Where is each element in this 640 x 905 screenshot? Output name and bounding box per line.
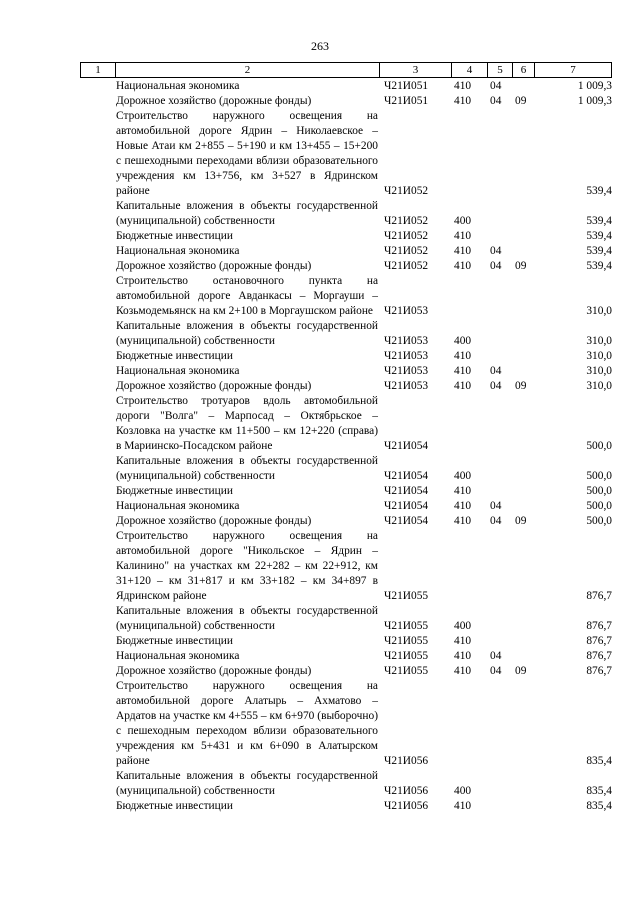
section-cell: 04: [490, 500, 502, 512]
column-header-3: 3: [380, 63, 452, 77]
table-row: [80, 679, 612, 769]
amount-cell: 539,4: [586, 185, 612, 197]
amount-cell: 310,0: [586, 335, 612, 347]
table-row: [80, 394, 612, 454]
section-cell: 04: [490, 665, 502, 677]
expense-group-cell: 400: [454, 470, 472, 482]
table-row: [80, 199, 612, 229]
target-code-cell: Ч21И053: [384, 380, 429, 392]
item-name-cell: Строительство наружного освещения на автомобильной дороге "Никольское – Ядрин – Калинино" на участках км 22+282 – км 22+912, км 31+120 – км 31+817 и км 33+182 – км 34+897 в Ядринском районе: [116, 530, 378, 602]
table-row: [80, 664, 612, 679]
item-name-cell: Дорожное хозяйство (дорожные фонды): [116, 515, 312, 527]
amount-cell: 310,0: [586, 350, 612, 362]
expense-group-cell: 400: [454, 620, 472, 632]
table-row: [80, 364, 612, 379]
amount-cell: 876,7: [586, 665, 612, 677]
target-code-cell: Ч21И052: [384, 260, 429, 272]
section-cell: 04: [490, 515, 502, 527]
table-row: [80, 604, 612, 634]
item-name-cell: Дорожное хозяйство (дорожные фонды): [116, 380, 312, 392]
table-row: [80, 319, 612, 349]
target-code-cell: Ч21И054: [384, 440, 429, 452]
item-name-cell: Капитальные вложения в объекты государственной (муниципальной) собственности: [116, 770, 378, 797]
item-name-cell: Строительство наружного освещения на автомобильной дороге Алатырь – Ахматово – Ардатов на участке км 4+555 – км 6+970 (выборочно) с пешеходным переходом вблизи образовательного учреждения км 5+431 и км 6+090 в Алатырском районе: [116, 680, 378, 767]
target-code-cell: Ч21И053: [384, 335, 429, 347]
expense-group-cell: 410: [454, 650, 472, 662]
table-row: [80, 499, 612, 514]
subsection-cell: 09: [515, 665, 527, 677]
target-code-cell: Ч21И051: [384, 95, 429, 107]
target-code-cell: Ч21И053: [384, 365, 429, 377]
amount-cell: 1 009,3: [577, 95, 612, 107]
section-cell: 04: [490, 650, 502, 662]
amount-cell: 310,0: [586, 365, 612, 377]
item-name-cell: Строительство наружного освещения на автомобильной дороге Ядрин – Николаевское – Новые Атаи км 2+855 – 5+190 и км 13+455 – 15+200 с пешеходными переходами вблизи образовательного учреждения км 13+756, км 3+527 в Ядринском районе: [116, 110, 378, 197]
amount-cell: 539,4: [586, 215, 612, 227]
target-code-cell: Ч21И051: [384, 80, 429, 92]
expense-group-cell: 400: [454, 335, 472, 347]
item-name-cell: Бюджетные инвестиции: [116, 485, 233, 497]
table-row: [80, 259, 612, 274]
expense-group-cell: 400: [454, 215, 472, 227]
section-cell: 04: [490, 80, 502, 92]
item-name-cell: Капитальные вложения в объекты государственной (муниципальной) собственности: [116, 605, 378, 632]
expense-group-cell: 400: [454, 785, 472, 797]
table-row: [80, 94, 612, 109]
table-row: [80, 244, 612, 259]
subsection-cell: 09: [515, 95, 527, 107]
table-row: [80, 274, 612, 319]
target-code-cell: Ч21И052: [384, 245, 429, 257]
expense-group-cell: 410: [454, 95, 472, 107]
section-cell: 04: [490, 95, 502, 107]
expense-group-cell: 410: [454, 635, 472, 647]
amount-cell: 876,7: [586, 620, 612, 632]
expense-group-cell: 410: [454, 485, 472, 497]
amount-cell: 310,0: [586, 380, 612, 392]
table-row: [80, 349, 612, 364]
target-code-cell: Ч21И052: [384, 185, 429, 197]
item-name-cell: Строительство остановочного пункта на автомобильной дороге Авданкасы – Моргауши – Козьмодемьянск на км 2+100 в Моргаушском районе: [116, 275, 378, 317]
expense-group-cell: 410: [454, 245, 472, 257]
expense-group-cell: 410: [454, 80, 472, 92]
amount-cell: 539,4: [586, 245, 612, 257]
amount-cell: 500,0: [586, 515, 612, 527]
expense-group-cell: 410: [454, 380, 472, 392]
amount-cell: 835,4: [586, 800, 612, 812]
section-cell: 04: [490, 365, 502, 377]
item-name-cell: Бюджетные инвестиции: [116, 230, 233, 242]
target-code-cell: Ч21И053: [384, 350, 429, 362]
item-name-cell: Бюджетные инвестиции: [116, 800, 233, 812]
column-header-2: 2: [116, 63, 380, 77]
amount-cell: 539,4: [586, 260, 612, 272]
amount-cell: 876,7: [586, 650, 612, 662]
table-row: [80, 484, 612, 499]
item-name-cell: Дорожное хозяйство (дорожные фонды): [116, 665, 312, 677]
target-code-cell: Ч21И056: [384, 800, 429, 812]
amount-cell: 835,4: [586, 755, 612, 767]
amount-cell: 876,7: [586, 635, 612, 647]
target-code-cell: Ч21И054: [384, 515, 429, 527]
column-header-5: 5: [488, 63, 513, 77]
expense-group-cell: 410: [454, 350, 472, 362]
target-code-cell: Ч21И055: [384, 650, 429, 662]
table-row: [80, 799, 612, 814]
target-code-cell: Ч21И052: [384, 215, 429, 227]
section-cell: 04: [490, 245, 502, 257]
item-name-cell: Капитальные вложения в объекты государственной (муниципальной) собственности: [116, 200, 378, 227]
table-row: [80, 454, 612, 484]
column-header-7: 7: [535, 63, 612, 77]
item-name-cell: Национальная экономика: [116, 650, 240, 662]
subsection-cell: 09: [515, 515, 527, 527]
table-header: [80, 62, 612, 78]
target-code-cell: Ч21И053: [384, 305, 429, 317]
subsection-cell: 09: [515, 380, 527, 392]
amount-cell: 500,0: [586, 440, 612, 452]
table-row: [80, 649, 612, 664]
table-row: [80, 79, 612, 94]
expense-group-cell: 410: [454, 665, 472, 677]
item-name-cell: Национальная экономика: [116, 80, 240, 92]
amount-cell: 1 009,3: [577, 80, 612, 92]
item-name-cell: Капитальные вложения в объекты государственной (муниципальной) собственности: [116, 320, 378, 347]
column-header-4: 4: [452, 63, 488, 77]
target-code-cell: Ч21И056: [384, 785, 429, 797]
item-name-cell: Бюджетные инвестиции: [116, 635, 233, 647]
table-row: [80, 229, 612, 244]
amount-cell: 500,0: [586, 470, 612, 482]
target-code-cell: Ч21И052: [384, 230, 429, 242]
target-code-cell: Ч21И054: [384, 485, 429, 497]
page-number: 263: [311, 39, 329, 53]
item-name-cell: Национальная экономика: [116, 365, 240, 377]
table-row: [80, 529, 612, 604]
table-row: [80, 634, 612, 649]
column-header-6: 6: [513, 63, 535, 77]
item-name-cell: Капитальные вложения в объекты государственной (муниципальной) собственности: [116, 455, 378, 482]
expense-group-cell: 410: [454, 500, 472, 512]
amount-cell: 500,0: [586, 485, 612, 497]
table-row: [80, 379, 612, 394]
target-code-cell: Ч21И055: [384, 665, 429, 677]
column-header-1: 1: [80, 63, 116, 77]
amount-cell: 500,0: [586, 500, 612, 512]
target-code-cell: Ч21И054: [384, 500, 429, 512]
expense-group-cell: 410: [454, 800, 472, 812]
section-cell: 04: [490, 260, 502, 272]
target-code-cell: Ч21И054: [384, 470, 429, 482]
section-cell: 04: [490, 380, 502, 392]
item-name-cell: Строительство тротуаров вдоль автомобильной дороги "Волга" – Марпосад – Октябрьское – Козловка на участке км 11+500 – км 12+220 (справа) в Мариинско-Посадском районе: [116, 395, 378, 452]
expense-group-cell: 410: [454, 365, 472, 377]
target-code-cell: Ч21И055: [384, 590, 429, 602]
subsection-cell: 09: [515, 260, 527, 272]
amount-cell: 310,0: [586, 305, 612, 317]
amount-cell: 835,4: [586, 785, 612, 797]
table-row: [80, 769, 612, 799]
amount-cell: 876,7: [586, 590, 612, 602]
target-code-cell: Ч21И055: [384, 635, 429, 647]
table-row: [80, 514, 612, 529]
amount-cell: 539,4: [586, 230, 612, 242]
item-name-cell: Национальная экономика: [116, 500, 240, 512]
target-code-cell: Ч21И056: [384, 755, 429, 767]
table-body: [80, 79, 612, 814]
item-name-cell: Дорожное хозяйство (дорожные фонды): [116, 95, 312, 107]
item-name-cell: Дорожное хозяйство (дорожные фонды): [116, 260, 312, 272]
target-code-cell: Ч21И055: [384, 620, 429, 632]
item-name-cell: Бюджетные инвестиции: [116, 350, 233, 362]
expense-group-cell: 410: [454, 515, 472, 527]
expense-group-cell: 410: [454, 230, 472, 242]
item-name-cell: Национальная экономика: [116, 245, 240, 257]
table-row: [80, 109, 612, 199]
expense-group-cell: 410: [454, 260, 472, 272]
